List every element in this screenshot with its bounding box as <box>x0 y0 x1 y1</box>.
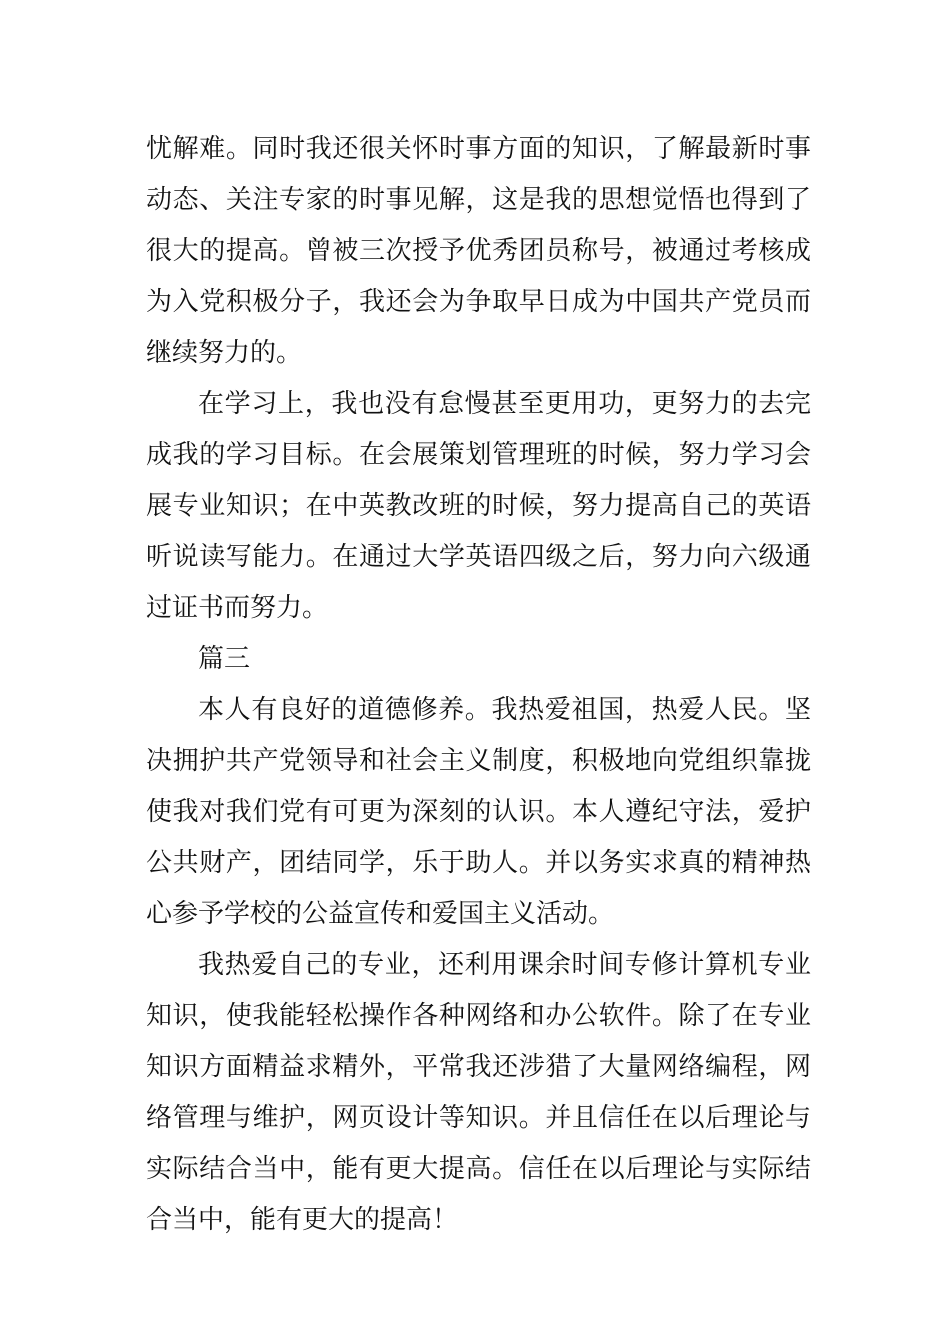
paragraph-major: 我热爱自己的专业，还利用课余时间专修计算机专业知识，使我能轻松操作各种网络和办公软件。除了在专业知识方面精益求精外，平常我还涉猎了大量网络编程，网络管理与维护，网页设计等知识。并且信任在以后理论与实际结合当中，能有更大提高。信任在以后理论与实际结合当中，能有更大的提高！ <box>146 950 811 1235</box>
paragraph-morality: 本人有良好的道德修养。我热爱祖国，热爱人民。坚决拥护共产党领导和社会主义制度，积极地向党组织靠拢使我对我们党有可更为深刻的认识。本人遵纪守法，爱护公共财产，团结同学，乐于助人。并以务实求真的精神热心参予学校的公益宣传和爱国主义活动。 <box>146 695 811 929</box>
section-heading: 篇三 <box>198 644 251 674</box>
paragraph-continuation: 忧解难。同时我还很关怀时事方面的知识，了解最新时事动态、关注专家的时事见解，这是我的思想觉悟也得到了很大的提高。曾被三次授予优秀团员称号，被通过考核成为入党积极分子，我还会为争取早日成为中国共产党员而继续努力的。 <box>146 134 811 368</box>
paragraph-study: 在学习上，我也没有怠慢甚至更用功，更努力的去完成我的学习目标。在会展策划管理班的时候，努力学习会展专业知识；在中英教改班的时候，努力提高自己的英语听说读写能力。在通过大学英语四级之后，努力向六级通过证书而努力。 <box>146 389 811 623</box>
document-body <box>146 124 811 1246</box>
